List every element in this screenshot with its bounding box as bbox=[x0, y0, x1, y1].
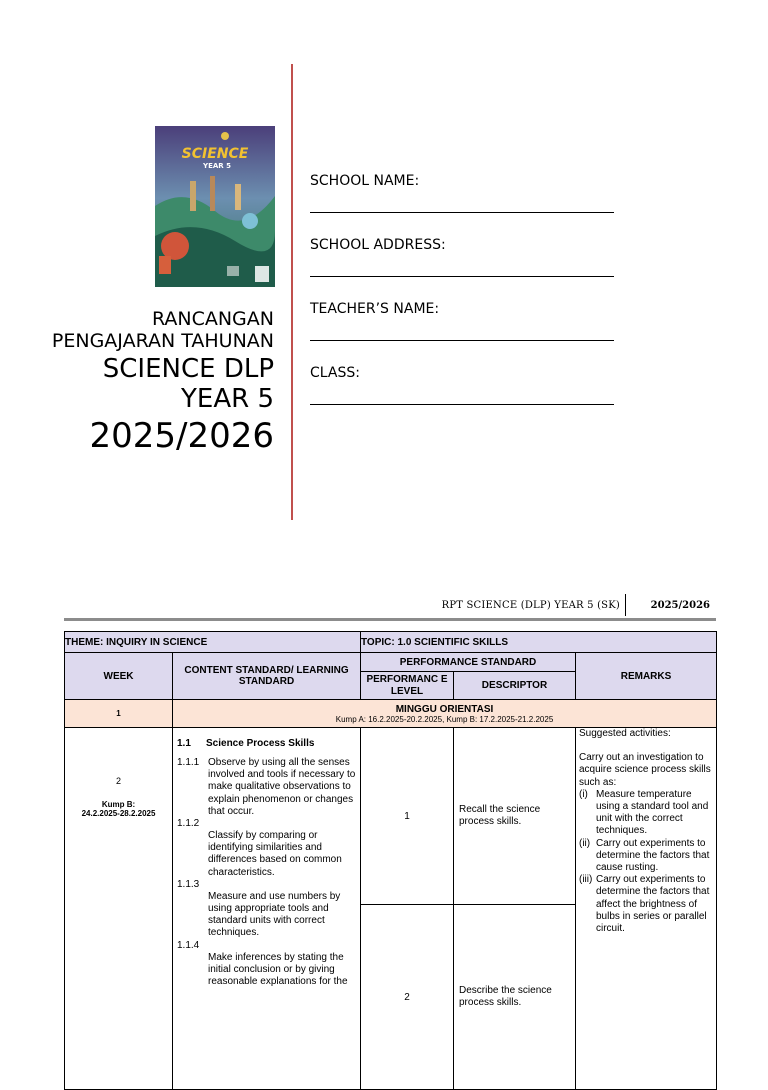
learning-standard-item bbox=[177, 879, 356, 940]
week-2-group: Kump B: bbox=[101, 800, 136, 809]
cover-title bbox=[20, 308, 274, 458]
remarks-item-text: Carry out experiments to determine the factors that affect the brightness of bulbs in series or parallel circuit. bbox=[596, 874, 710, 935]
performance-level-header: PERFORMANC E LEVEL bbox=[361, 672, 454, 700]
school-name-field bbox=[310, 170, 630, 234]
performance-level-2: 2 bbox=[361, 905, 454, 1090]
learning-standard-item bbox=[177, 940, 356, 989]
school-name-blank[interactable] bbox=[310, 212, 614, 213]
standard-title: Science Process Skills bbox=[206, 738, 315, 749]
teacher-name-field bbox=[310, 298, 630, 362]
learning-standard-item bbox=[177, 818, 356, 879]
remarks-item-number: (ii) bbox=[579, 837, 591, 849]
learning-standard-text: Classify by comparing or identifying similarities and differences based on common characteristics. bbox=[208, 830, 342, 878]
remarks-lead: Carry out an investigation to acquire science process skills such as: bbox=[579, 752, 711, 788]
remarks-item-text: Measure temperature using a standard tool and unit with the correct techniques. bbox=[596, 788, 709, 837]
cover-title-line-1: RANCANGAN bbox=[151, 308, 274, 330]
school-info-form bbox=[310, 170, 630, 426]
rpt-table bbox=[64, 631, 717, 1090]
cover-title-year: 2025/2026 bbox=[89, 416, 274, 456]
rpt-header-title: RPT SCIENCE (DLP) YEAR 5 (SK) bbox=[441, 600, 620, 611]
learning-standard-number: 1.1.3 bbox=[177, 878, 200, 890]
descriptor-header: DESCRIPTOR bbox=[454, 672, 576, 700]
cover-title-line-2: PENGAJARAN TAHUNAN bbox=[51, 330, 274, 352]
learning-standard-text: Make inferences by stating the initial conclusion or by giving reasonable explanations for the bbox=[208, 951, 348, 988]
orientation-row bbox=[65, 700, 717, 728]
svg-text:SCIENCE: SCIENCE bbox=[181, 146, 249, 162]
learning-standard-number: 1.1.2 bbox=[177, 818, 200, 830]
rpt-header-separator bbox=[625, 594, 626, 616]
performance-standard-header: PERFORMANCE STANDARD bbox=[361, 653, 576, 672]
learning-standard-item bbox=[177, 757, 356, 818]
class-field bbox=[310, 362, 630, 426]
remarks-item-number: (i) bbox=[579, 788, 588, 800]
rpt-page-header bbox=[64, 594, 716, 621]
standard-number: 1.1 bbox=[177, 738, 191, 749]
learning-standard-text: Measure and use numbers by using appropriate tools and standard units with correct techniques. bbox=[208, 890, 341, 939]
orientation-title: MINGGU ORIENTASI bbox=[395, 703, 494, 715]
remarks-item-text: Carry out experiments to determine the factors that cause rusting. bbox=[596, 837, 710, 874]
theme-cell: THEME: INQUIRY IN SCIENCE bbox=[65, 632, 361, 653]
remarks-cell bbox=[576, 728, 717, 1090]
remarks-item bbox=[579, 838, 713, 875]
school-address-field bbox=[310, 234, 630, 298]
descriptor-2: Describe the science process skills. bbox=[454, 905, 576, 1090]
cover-title-line-3: SCIENCE DLP bbox=[102, 354, 274, 384]
remarks-item-number: (iii) bbox=[579, 874, 593, 886]
topic-cell: TOPIC: 1.0 SCIENTIFIC SKILLS bbox=[361, 632, 717, 653]
week-2-number: 2 bbox=[115, 776, 121, 786]
theme-topic-row bbox=[65, 632, 717, 653]
orientation-dates: Kump A: 16.2.2025-20.2.2025, Kump B: 17.2.2025-21.2.2025 bbox=[335, 714, 554, 724]
week-2-dates: 24.2.2025-28.2.2025 bbox=[81, 809, 156, 818]
week-2-row-a bbox=[65, 728, 717, 905]
content-standard-header: CONTENT STANDARD/ LEARNING STANDARD bbox=[173, 653, 361, 700]
svg-text:YEAR 5: YEAR 5 bbox=[203, 162, 231, 170]
remarks-intro: Suggested activities: bbox=[579, 728, 671, 739]
cover-title-line-4: YEAR 5 bbox=[181, 384, 274, 414]
remarks-header: REMARKS bbox=[576, 653, 717, 700]
school-name-label: SCHOOL NAME: bbox=[310, 173, 420, 189]
school-address-blank[interactable] bbox=[310, 276, 614, 277]
content-standard-cell bbox=[173, 728, 361, 1090]
learning-standard-number: 1.1.4 bbox=[177, 939, 200, 951]
class-label: CLASS: bbox=[310, 365, 360, 381]
teacher-name-blank[interactable] bbox=[310, 340, 614, 341]
standard-heading bbox=[177, 738, 356, 749]
orientation-week: 1 bbox=[65, 700, 173, 728]
class-blank[interactable] bbox=[310, 404, 614, 405]
teacher-name-label: TEACHER’S NAME: bbox=[310, 301, 440, 317]
week-header: WEEK bbox=[65, 653, 173, 700]
remarks-item bbox=[579, 789, 713, 838]
week-2-cell bbox=[65, 728, 173, 1090]
orientation-cell bbox=[173, 700, 717, 728]
textbook-cover-illustration bbox=[155, 126, 275, 287]
descriptor-1: Recall the science process skills. bbox=[454, 728, 576, 905]
learning-standard-number: 1.1.1 bbox=[177, 757, 200, 768]
learning-standard-text: Observe by using all the senses involved and tools if necessary to make qualitative observations to explain phenomenon or changes that occur. bbox=[208, 757, 356, 817]
remarks-item bbox=[579, 874, 713, 935]
textbook-cover-image bbox=[155, 126, 275, 287]
performance-level-1: 1 bbox=[361, 728, 454, 905]
cover-divider bbox=[291, 64, 293, 520]
rpt-header-year: 2025/2026 bbox=[650, 600, 710, 611]
header-row-1 bbox=[65, 653, 717, 672]
school-address-label: SCHOOL ADDRESS: bbox=[310, 237, 446, 253]
